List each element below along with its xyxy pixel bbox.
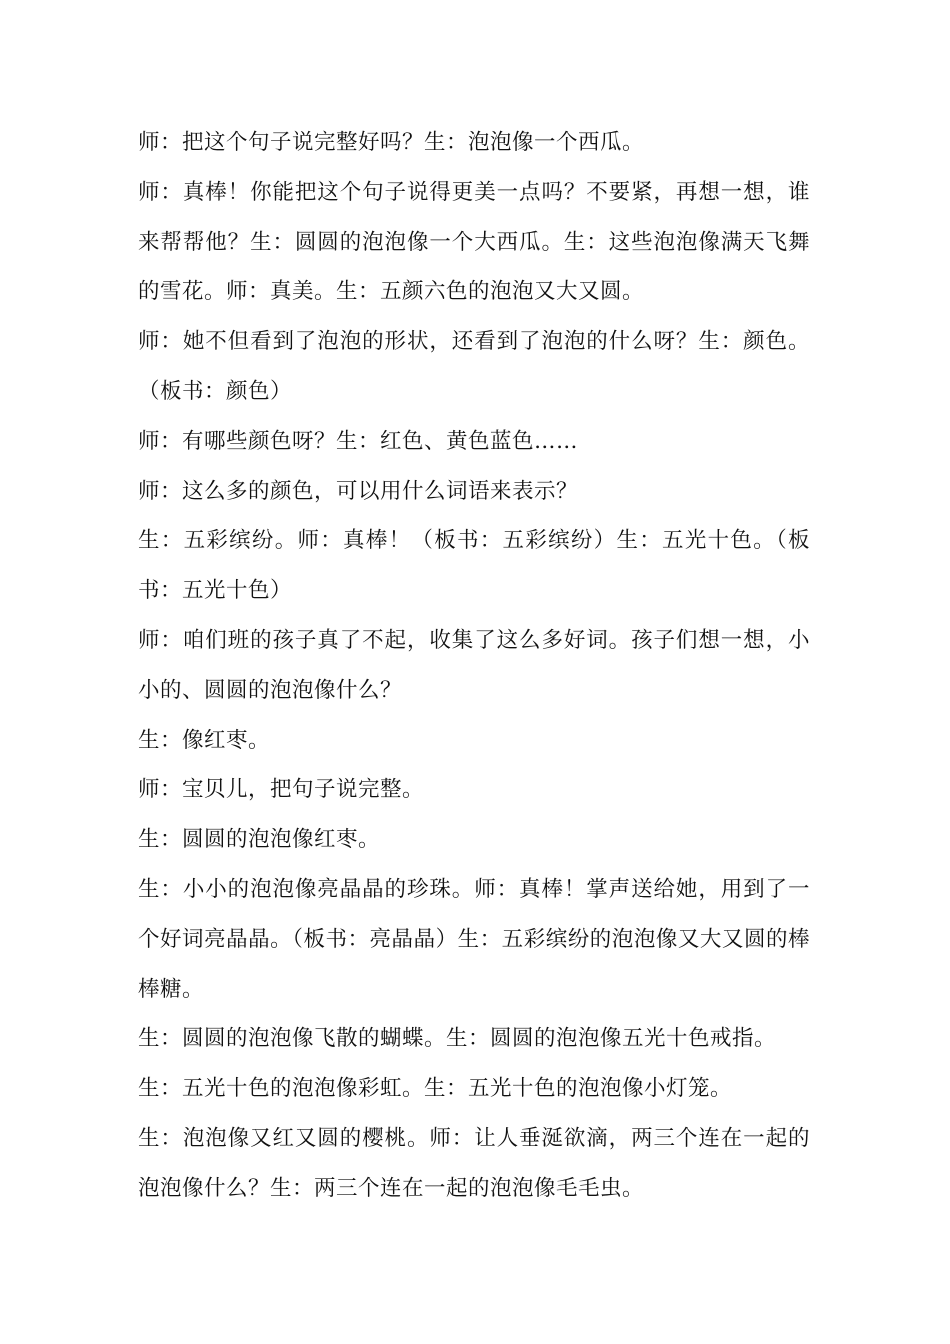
paragraph-14: 生：泡泡像又红又圆的樱桃。师：让人垂涎欲滴，两三个连在一起的泡泡像什么？生：两三个连在一起的泡泡像毛毛虫。 [138,1125,810,1201]
paragraph-8: 生：像红枣。 [138,727,271,753]
paragraph-13: 生：五光十色的泡泡像彩虹。生：五光十色的泡泡像小灯笼。 [138,1076,733,1102]
paragraph-9: 师：宝贝儿，把句子说完整。 [138,777,425,803]
paragraph-3: 师：她不但看到了泡泡的形状，还看到了泡泡的什么呀？生：颜色。（板书：颜色） [138,329,810,404]
paragraph-12: 生：圆圆的泡泡像飞散的蝴蝶。生：圆圆的泡泡像五光十色戒指。 [138,1026,777,1052]
paragraph-2: 师：真棒！你能把这个句子说得更美一点吗？不要紧，再想一想，谁来帮帮他？生：圆圆的泡泡像一个大西瓜。生：这些泡泡像满天飞舞的雪花。师：真美。生：五颜六色的泡泡又大又圆。 [138,179,810,305]
paragraph-10: 生：圆圆的泡泡像红枣。 [138,827,381,853]
paragraph-6: 生：五彩缤纷。师：真棒！（板书：五彩缤纷）生：五光十色。（板书：五光十色） [138,528,810,604]
paragraph-11: 生：小小的泡泡像亮晶晶的珍珠。师：真棒！掌声送给她，用到了一个好词亮晶晶。（板书：亮晶晶）生：五彩缤纷的泡泡像又大又圆的棒棒糖。 [138,876,810,1002]
paragraph-4: 师：有哪些颜色呀？生：红色、黄色蓝色…… [138,428,579,454]
paragraph-5: 师：这么多的颜色，可以用什么词语来表示？ [138,478,579,504]
paragraph-1: 师：把这个句子说完整好吗？生：泡泡像一个西瓜。 [138,130,645,155]
document-body [138,118,810,1214]
paragraph-7: 师：咱们班的孩子真了不起，收集了这么多好词。孩子们想一想，小小的、圆圆的泡泡像什么？ [138,627,810,703]
